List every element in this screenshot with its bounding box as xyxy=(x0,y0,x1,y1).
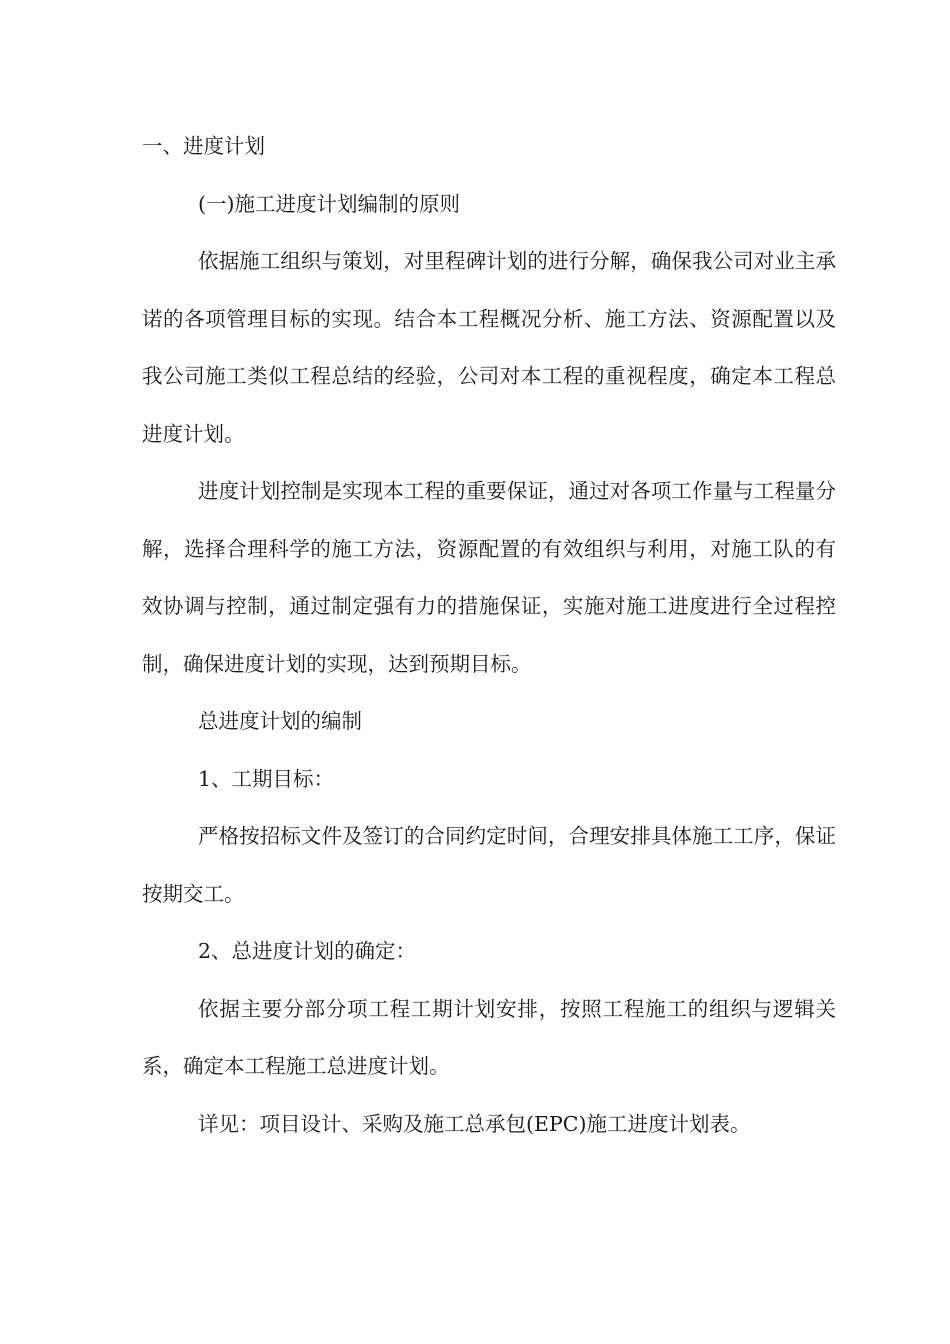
reference-note: 详见：项目设计、采购及施工总承包(EPC)施工进度计划表。 xyxy=(198,1111,751,1136)
section-title: 一、进度计划 xyxy=(142,134,265,158)
item-2-title: 2、总进度计划的确定： xyxy=(198,939,417,963)
paragraph-control: 进度计划控制是实现本工程的重要保证，通过对各项工作量与工程量分解，选择合理科学的施工方法，资源配置的有效组织与利用，对施工队的有效协调与控制，通过制定强有力的措施保证，实施对施工进度进行全过程控制，确保进度计划的实现，达到预期目标。 xyxy=(142,479,836,676)
subsection-title: (一)施工进度计划编制的原则 xyxy=(198,191,460,216)
document-body xyxy=(142,118,836,1153)
subheading-total-plan: 总进度计划的编制 xyxy=(198,709,362,733)
item-1-title: 1、工期目标： xyxy=(198,766,335,791)
item-1-body: 严格按招标文件及签订的合同约定时间，合理安排具体施工工序，保证按期交工。 xyxy=(142,824,836,906)
item-2-body: 依据主要分部分项工程工期计划安排，按照工程施工的组织与逻辑关系，确定本工程施工总进度计划。 xyxy=(142,996,836,1078)
paragraph-principles: 依据施工组织与策划，对里程碑计划的进行分解，确保我公司对业主承诺的各项管理目标的实现。结合本工程概况分析、施工方法、资源配置以及我公司施工类似工程总结的经验，公司对本工程的重视程度，确定本工程总进度计划。 xyxy=(142,249,836,446)
